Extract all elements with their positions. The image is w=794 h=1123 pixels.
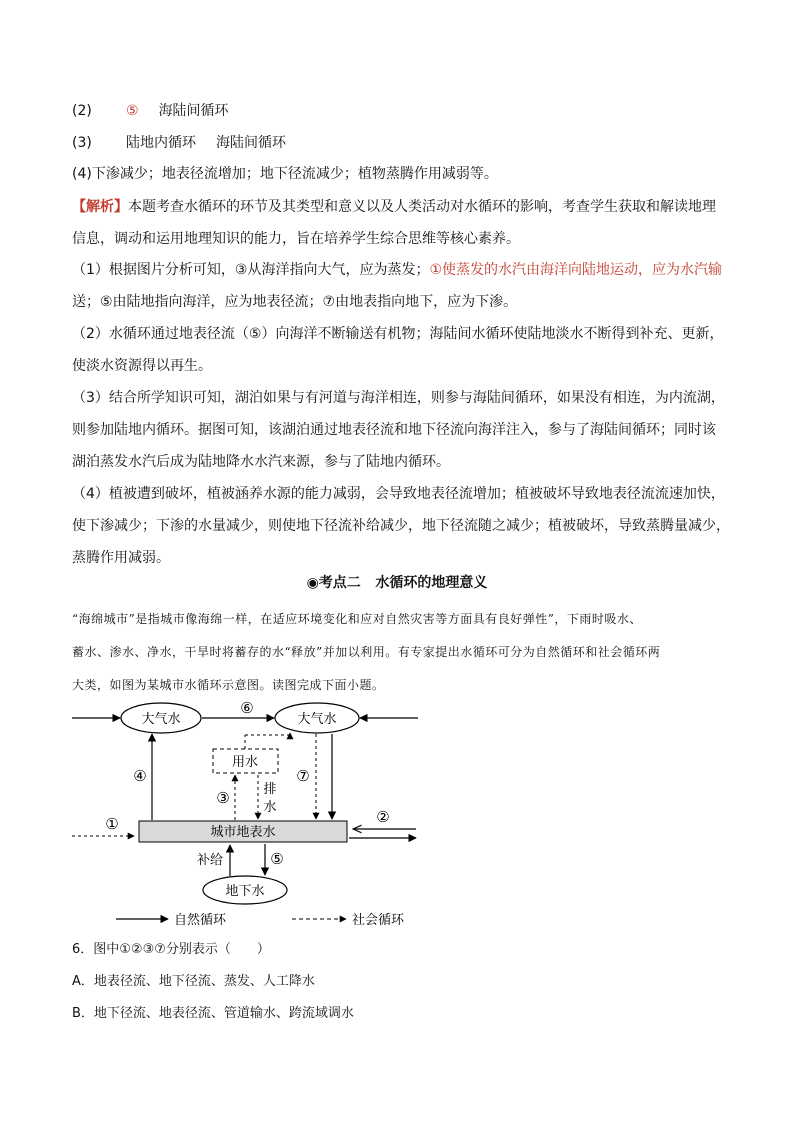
- analysis-paragraph-0-line-1: [72, 197, 716, 217]
- question-stem: 6．图中①②③⑦分别表示（ ）: [72, 942, 270, 957]
- answer-3-text-1: 陆地内循环: [126, 135, 196, 151]
- analysis-p1-highlight: ①使蒸发的水汽由海洋向陆地运动，应为水汽输: [429, 262, 723, 278]
- water-cycle-diagram: [0, 695, 794, 935]
- label-1: ①: [105, 815, 119, 833]
- label-4: ④: [133, 767, 147, 785]
- analysis-paragraph-4-line-1: （4）植被遭到破坏，植被涵养水源的能力减弱，会导致地表径流增加；植被破坏导致地表径流流速加快，: [72, 486, 725, 502]
- intro-line-3: 大类，如图为某城市水循环示意图。读图完成下面小题。: [72, 678, 385, 692]
- analysis-paragraph-2-line-2: 使淡水资源得以再生。: [72, 358, 212, 374]
- analysis-paragraph-1-line-2: 送；⑤由陆地指向海洋，应为地表径流；⑦由地表指向地下，应为下渗。: [72, 294, 518, 310]
- label-3: ③: [216, 789, 230, 807]
- drain-label-2: 水: [263, 800, 277, 815]
- atmosphere-right-label: 大气水: [297, 712, 337, 727]
- label-5: ⑤: [270, 850, 284, 868]
- legend-social-label: 社会循环: [352, 913, 405, 928]
- drain-label-1: 排: [263, 782, 277, 797]
- section-heading: [0, 572, 794, 592]
- legend-natural-label: 自然循环: [174, 913, 227, 928]
- analysis-tag: 【解析】: [72, 199, 128, 215]
- answer-2-number: (2): [72, 103, 92, 119]
- analysis-paragraph-2-line-1: （2）水循环通过地表径流（⑤）向海洋不断输送有机物；海陆间水循环使陆地淡水不断得到补充、更新，: [72, 326, 724, 342]
- groundwater-label: 地下水: [225, 884, 265, 899]
- analysis-intro-text: 本题考查水循环的环节及其类型和意义以及人类活动对水循环的影响，考查学生获取和解读地理: [128, 199, 716, 215]
- section-marker: ◉考点二: [306, 575, 361, 591]
- answer-2-symbol: ⑤: [126, 103, 139, 119]
- surface-water-label: 城市地表水: [210, 825, 276, 840]
- option-a: A．地表径流、地下径流、蒸发、人工降水: [72, 974, 315, 989]
- analysis-p1-text: （1）根据图片分析可知，③从海洋指向大气，应为蒸发；: [72, 262, 430, 278]
- label-7: ⑦: [296, 767, 310, 785]
- analysis-paragraph-3-line-3: 湖泊蒸发水汽后成为陆地降水水汽来源，参与了陆地内循环。: [72, 454, 450, 470]
- option-b: B．地下径流、地表径流、管道输水、跨流域调水: [72, 1006, 354, 1021]
- recharge-label: 补给: [196, 853, 224, 868]
- water-use-label: 用水: [231, 755, 259, 770]
- analysis-paragraph-1-line-1: [72, 260, 722, 280]
- answer-3-number: (3): [72, 135, 92, 151]
- analysis-paragraph-4-line-2: 使下渗减少；下渗的水量减少，则使地下径流补给减少，地下径流随之减少；植被破坏，导致蒸腾量减少，: [72, 518, 730, 534]
- answer-2-text: 海陆间循环: [158, 103, 229, 119]
- label-6: ⑥: [240, 699, 254, 717]
- section-title: 水循环的地理意义: [375, 575, 488, 591]
- analysis-paragraph-0-line-2: 信息，调动和运用地理知识的能力，旨在培养学生综合思维等核心素养。: [72, 231, 520, 247]
- answer-4: (4)下渗减少；地表径流增加；地下径流减少；植物蒸腾作用减弱等。: [72, 166, 498, 182]
- analysis-paragraph-3-line-2: 则参加陆地内循环。据图可知，该湖泊通过地表径流和地下径流向海洋注入，参与了海陆间循环；同时该: [72, 422, 716, 438]
- intro-line-1: “海绵城市”是指城市像海绵一样，在适应环境变化和应对自然灾害等方面具有良好弹性”，下雨时吸水、: [72, 612, 642, 626]
- intro-line-2: 蓄水、渗水、净水，干旱时将蓄存的水“释放”并加以利用。有专家提出水循环可分为自然循环和社会循环两: [72, 645, 661, 659]
- answer-3: [72, 133, 286, 153]
- answer-2: [72, 101, 229, 121]
- label-2: ②: [376, 808, 390, 826]
- analysis-paragraph-4-line-3: 蒸腾作用减弱。: [72, 550, 170, 566]
- answer-3-text-2: 海陆间循环: [216, 135, 286, 151]
- analysis-paragraph-3-line-1: （3）结合所学知识可知，湖泊如果与有河道与海洋相连，则参与海陆间循环，如果没有相连，为内流湖，: [72, 390, 725, 406]
- atmosphere-left-label: 大气水: [141, 712, 181, 727]
